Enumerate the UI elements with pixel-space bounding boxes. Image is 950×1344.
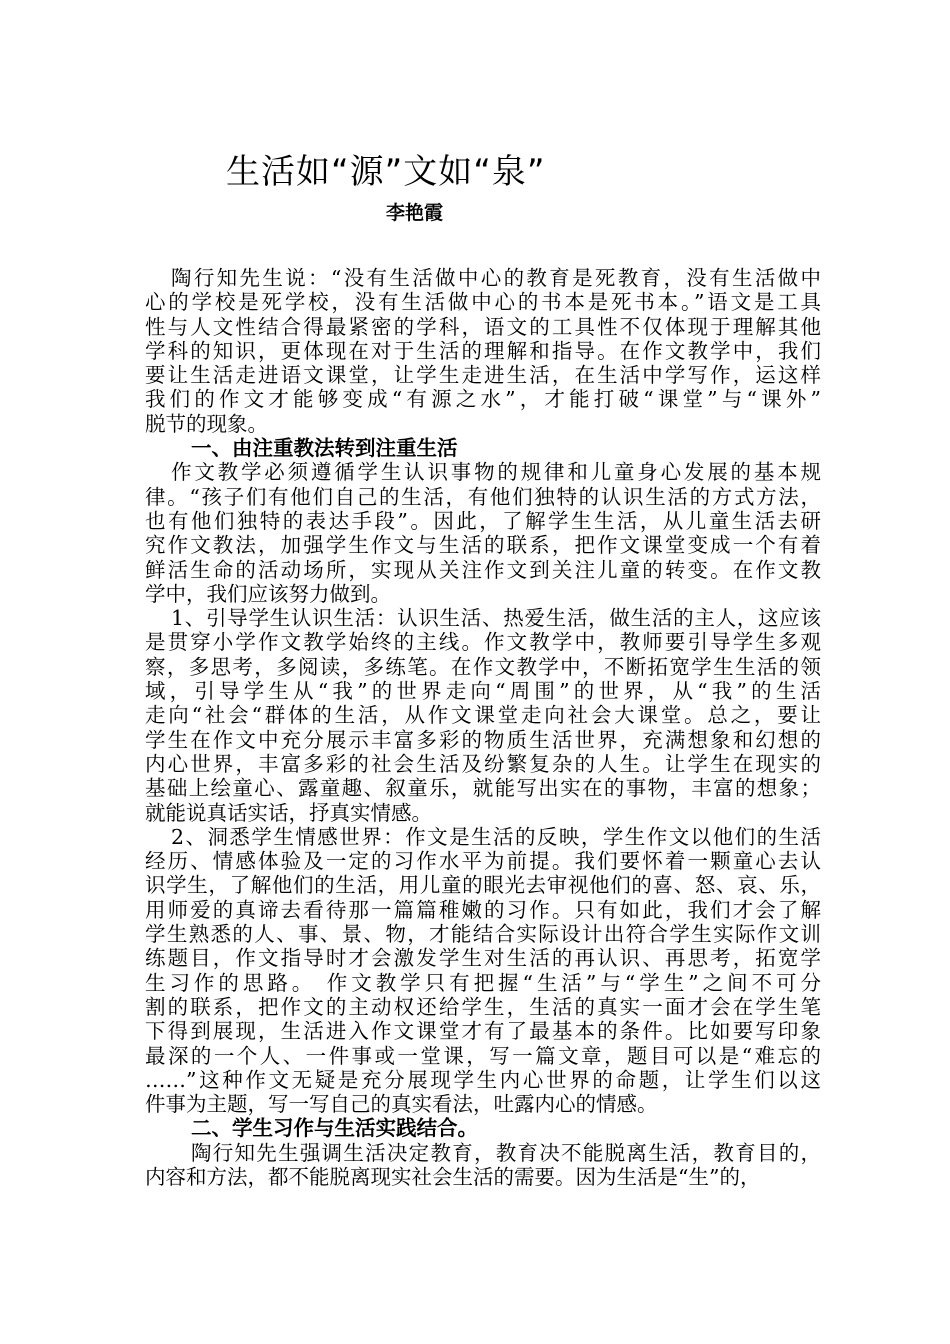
paragraph-line: 学中，我们应该努力做到。 bbox=[145, 581, 391, 606]
document-title: 生活如“源”文如“泉” bbox=[226, 152, 546, 192]
paragraph-line: 心的学校是死学校，没有生活做中心的书本是死书本。”语文是工具 bbox=[145, 290, 821, 315]
paragraph-line: 走向“社会“群体的生活，从作文课堂走向社会大课堂。总之，要让 bbox=[145, 703, 821, 728]
paragraph-line: 基础上绘童心、露童趣、叙童乐，就能写出实在的事物，丰富的想象； bbox=[145, 776, 821, 801]
paragraph-line: 陶行知先生强调生活决定教育，教育决不能脱离生活，教育目的， bbox=[191, 1140, 821, 1165]
paragraph-line: 识学生，了解他们的生活，用儿童的眼光去审视他们的喜、怒、哀、乐， bbox=[145, 873, 821, 898]
paragraph-line: 生习作的思路。 作文教学只有把握“生活”与“学生”之间不可分 bbox=[145, 970, 821, 995]
paragraph-line: 作文教学必须遵循学生认识事物的规律和儿童身心发展的基本规 bbox=[171, 460, 821, 485]
paragraph-line: 2、洞悉学生情感世界：作文是生活的反映，学生作文以他们的生活 bbox=[171, 824, 821, 849]
document-body bbox=[145, 266, 821, 1189]
paragraph-line: 律。“孩子们有他们自己的生活，有他们独特的认识生活的方式方法， bbox=[145, 484, 821, 509]
paragraph-line: 学生在作文中充分展示丰富多彩的物质生活世界，充满想象和幻想的 bbox=[145, 727, 821, 752]
paragraph-line: 下得到展现，生活进入作文课堂才有了最基本的条件。比如要写印象 bbox=[145, 1019, 821, 1044]
paragraph-line: 最深的一个人、一件事或一堂课，写一篇文章，题目可以是“难忘的 bbox=[145, 1043, 821, 1068]
paragraph-line: 是贯穿小学作文教学始终的主线。作文教学中，教师要引导学生多观 bbox=[145, 630, 821, 655]
paragraph-line: 鲜活生命的活动场所，实现从关注作文到关注儿童的转变。在作文教 bbox=[145, 557, 821, 582]
paragraph-line: 域，引导学生从“我”的世界走向“周围”的世界，从“我”的生活 bbox=[145, 679, 821, 704]
section-heading: 一、由注重教法转到注重生活 bbox=[191, 436, 458, 461]
paragraph-line: ……”这种作文无疑是充分展现学生内心世界的命题，让学生们以这 bbox=[145, 1067, 821, 1092]
paragraph-line: 也有他们独特的表达手段”。因此，了解学生生活，从儿童生活去研 bbox=[145, 508, 821, 533]
paragraph-line: 割的联系，把作文的主动权还给学生，生活的真实一面才会在学生笔 bbox=[145, 994, 821, 1019]
paragraph-line: 陶行知先生说：“没有生活做中心的教育是死教育，没有生活做中 bbox=[171, 266, 821, 290]
paragraph-line: 用师爱的真谛去看待那一篇篇稚嫩的习作。只有如此，我们才会了解 bbox=[145, 897, 821, 922]
paragraph-line: 学生熟悉的人、事、景、物，才能结合实际设计出符合学生实际作文训 bbox=[145, 922, 821, 947]
paragraph-line: 性与人文性结合得最紧密的学科，语文的工具性不仅体现于理解其他 bbox=[145, 314, 821, 339]
paragraph-line: 脱节的现象。 bbox=[145, 411, 268, 436]
paragraph-line: 件事为主题，写一写自己的真实看法，吐露内心的情感。 bbox=[145, 1092, 658, 1117]
paragraph-line: 学科的知识，更体现在对于生活的理解和指导。在作文教学中，我们 bbox=[145, 338, 821, 363]
paragraph-line: 要让生活走进语文课堂，让学生走进生活，在生活中学写作，运这样 bbox=[145, 363, 821, 388]
document-author: 李艳霞 bbox=[386, 202, 444, 224]
paragraph-line: 1、引导学生认识生活：认识生活、热爱生活，做生活的主人，这应该 bbox=[171, 606, 821, 631]
paragraph-line: 究作文教法，加强学生作文与生活的联系，把作文课堂变成一个有着 bbox=[145, 533, 821, 558]
paragraph-line: 内容和方法，都不能脱离现实社会生活的需要。因为生活是“生”的， bbox=[145, 1164, 761, 1189]
paragraph-line: 就能说真话实话，抒真实情感。 bbox=[145, 800, 432, 825]
paragraph-line: 内心世界，丰富多彩的社会生活及纷繁复杂的人生。让学生在现实的 bbox=[145, 751, 821, 776]
section-heading: 二、学生习作与生活实践结合。 bbox=[191, 1116, 478, 1141]
paragraph-line: 察，多思考，多阅读，多练笔。在作文教学中，不断拓宽学生生活的领 bbox=[145, 654, 821, 679]
paragraph-line: 我们的作文才能够变成“有源之水”，才能打破“课堂”与“课外” bbox=[145, 387, 821, 412]
paragraph-line: 练题目，作文指导时才会激发学生对生活的再认识、再思考，拓宽学 bbox=[145, 946, 821, 971]
paragraph-line: 经历、情感体验及一定的习作水平为前提。我们要怀着一颗童心去认 bbox=[145, 849, 821, 874]
